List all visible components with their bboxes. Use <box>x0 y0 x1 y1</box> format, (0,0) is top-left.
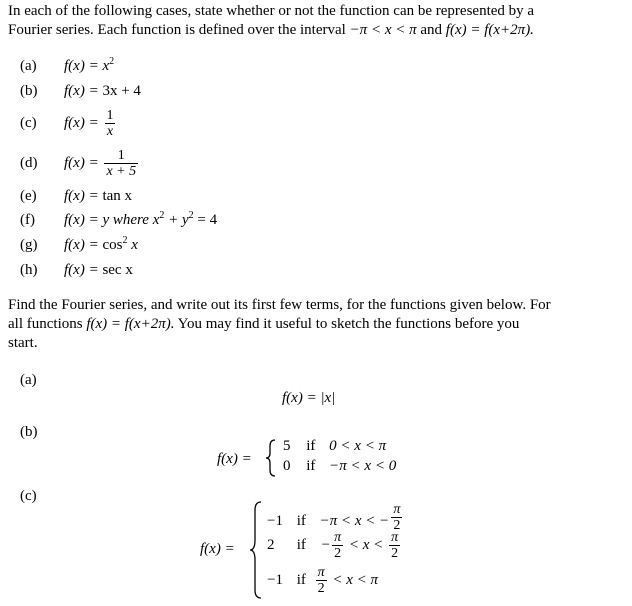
problem-a-label: (a) <box>20 372 37 388</box>
problem-c-lhs: f(x) = <box>200 541 235 557</box>
fraction: $\frac{1}{x + 5}$ <box>106 148 137 180</box>
case-h: (h) f(x) = sec x <box>20 262 133 278</box>
fraction: $\frac{\pi}{2}$ <box>334 530 342 561</box>
problem-c-label: (c) <box>20 488 37 504</box>
case-c: (c) f(x) = $\frac{1}{x}$ <box>20 108 114 140</box>
problem-c-row-3: −1 if $\frac{\pi}{2}$ < x < π <box>267 565 379 596</box>
interval-expression: −π < x < π <box>349 22 417 38</box>
fourier-line-1: Find the Fourier series, and write out its first few terms, for the functions given below. For <box>8 297 551 313</box>
case-d: (d) f(x) = $\frac{1}{x + 5}$ <box>20 148 137 180</box>
periodicity-expression: f(x) = f(x+2π). <box>445 22 534 38</box>
fourier-line-2: all functions f(x) = f(x+2π). You may find it useful to sketch the functions before you <box>8 316 520 332</box>
case-f: (f) f(x) = y where $x^2 + y^2 = 4$ <box>20 210 218 228</box>
problem-c-row-1: −1 if −π < x < − $\frac{\pi}{2}$ <box>267 502 401 533</box>
problem-b-row-2: 0 if −π < x < 0 <box>283 458 397 474</box>
problem-c-row-2: 2 if − $\frac{\pi}{2}$ < x < $\frac{\pi}{2}$ <box>267 530 399 561</box>
fraction: $\frac{\pi}{2}$ <box>317 565 325 596</box>
fourier-line-3: start. <box>8 335 38 351</box>
intro-paragraph <box>8 2 626 40</box>
problem-b-lhs: f(x) = <box>217 451 252 467</box>
fraction: $\frac{\pi}{2}$ <box>393 502 401 533</box>
fraction: $\frac{1}{x}$ <box>106 108 114 140</box>
case-g: (g) $f(x) = \cos^2 x$ <box>20 235 138 253</box>
fourier-paragraph <box>8 296 626 353</box>
intro-line-2: Fourier series. Each function is defined over the interval −π < x < π and f(x) = f(x+2π). <box>8 22 534 38</box>
intro-line-1: In each of the following cases, state whether or not the function can be represented by a <box>8 3 535 19</box>
fraction: $\frac{\pi}{2}$ <box>391 530 399 561</box>
case-b: (b) f(x) = 3x + 4 <box>20 83 141 99</box>
left-brace-icon <box>265 438 277 478</box>
left-brace-icon <box>249 500 263 600</box>
problem-b-row-1: 5 if 0 < x < π <box>283 438 387 454</box>
problem-b-label: (b) <box>20 424 38 440</box>
case-e: (e) f(x) = tan x <box>20 188 133 204</box>
case-a: (a) $f(x) = x^2$ <box>20 56 115 74</box>
problem-a-expression: f(x) = |x| <box>282 390 336 406</box>
